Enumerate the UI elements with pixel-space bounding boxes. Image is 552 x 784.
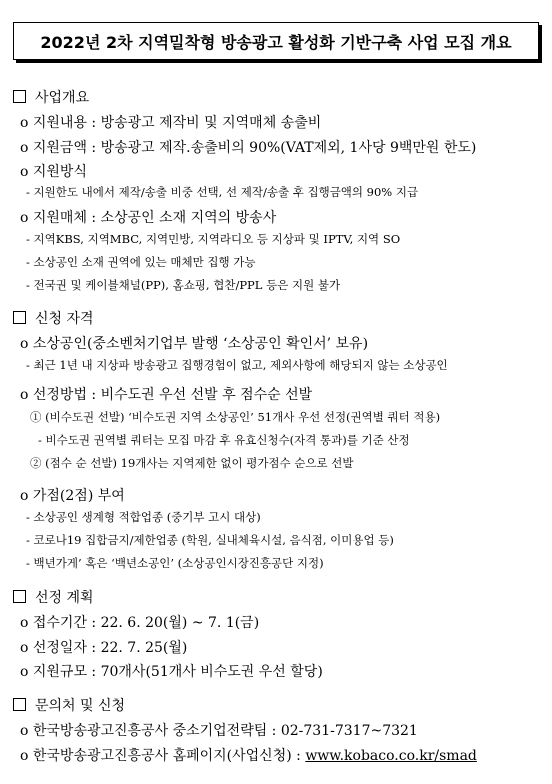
checkbox-square-icon — [13, 311, 26, 324]
contact-homepage: o 한국방송광고진흥공사 홈페이지(사업신청) : www.kobaco.co.kr/smad — [20, 748, 477, 764]
page-title: 2022년 2차 지역밀착형 방송광고 활성화 기반구축 사업 모집 개요 — [13, 22, 539, 60]
section-heading-schedule: 선정 계획 — [13, 587, 94, 607]
schedule-selection-date: o 선정일자 : 22. 7. 25(월) — [20, 640, 188, 656]
eligibility-detail: - 최근 1년 내 지상파 방송광고 집행경험이 없고, 제외사항에 해당되지 않는 소상공인 — [26, 358, 448, 372]
selection-step-1: ① (비수도권 선발) ‘비수도권 지역 소상공인’ 51개사 우선 선정(권역별 쿼터 적용) — [30, 410, 441, 424]
schedule-application-period: o 접수기간 : 22. 6. 20(월) ~ 7. 1(금) — [20, 615, 260, 631]
overview-support-method: o 지원방식 — [20, 164, 87, 180]
checkbox-square-icon — [13, 590, 26, 603]
checkbox-square-icon — [13, 698, 26, 711]
bonus-detail-3: - 백년가게’ 혹은 ‘백년소공인’ (소상공인시장진흥공단 지정) — [26, 556, 324, 570]
overview-support-content: o 지원내용 : 방송광고 제작비 및 지역매체 송출비 — [20, 115, 322, 131]
bonus-detail-1: - 소상공인 생계형 적합업종 (중기부 고시 대상) — [26, 510, 261, 524]
eligibility-selection-method: o 선정방법 : 비수도권 우선 선발 후 점수순 선발 — [20, 387, 313, 403]
overview-media: o 지원매체 : 소상공인 소재 지역의 방송사 — [20, 210, 277, 226]
homepage-link[interactable]: www.kobaco.co.kr/smad — [305, 748, 477, 764]
bonus-points: o 가점(2점) 부여 — [20, 488, 125, 504]
overview-media-detail-3: - 전국권 및 케이블채널(PP), 홈쇼핑, 협찬/PPL 등은 지원 불가 — [26, 278, 341, 292]
eligibility-small-business: o 소상공인(중소벤처기업부 발행 ‘소상공인 확인서’ 보유) — [20, 336, 369, 352]
checkbox-square-icon — [13, 90, 26, 103]
schedule-support-scale: o 지원규모 : 70개사(51개사 비수도권 우선 할당) — [20, 664, 323, 680]
section-heading-eligibility: 신청 자격 — [13, 308, 94, 328]
overview-method-detail: - 지원한도 내에서 제작/송출 비중 선택, 선 제작/송출 후 집행금액의 90% 지급 — [26, 185, 419, 199]
selection-step-1-detail: - 비수도권 권역별 쿼터는 모집 마감 후 유효신청수(자격 통과)를 기준 산정 — [38, 433, 410, 447]
section-heading-overview: 사업개요 — [13, 87, 89, 107]
overview-media-detail-2: - 소상공인 소재 권역에 있는 매체만 집행 가능 — [26, 255, 256, 269]
overview-support-amount: o 지원금액 : 방송광고 제작.송출비의 90%(VAT제외, 1사당 9백만원 한도) — [20, 140, 477, 156]
section-heading-contact: 문의처 및 신청 — [13, 695, 125, 715]
contact-team-phone: o 한국방송광고진흥공사 중소기업전략팀 : 02-731-7317~7321 — [20, 723, 418, 739]
overview-media-detail-1: - 지역KBS, 지역MBC, 지역민방, 지역라디오 등 지상파 및 IPTV, 지역 SO — [26, 232, 401, 246]
bonus-detail-2: - 코로나19 집합금지/제한업종 (학원, 실내체육시설, 음식점, 이미용업 등) — [26, 533, 394, 547]
selection-step-2: ② (점수 순 선발) 19개사는 지역제한 없이 평가점수 순으로 선발 — [30, 456, 354, 470]
